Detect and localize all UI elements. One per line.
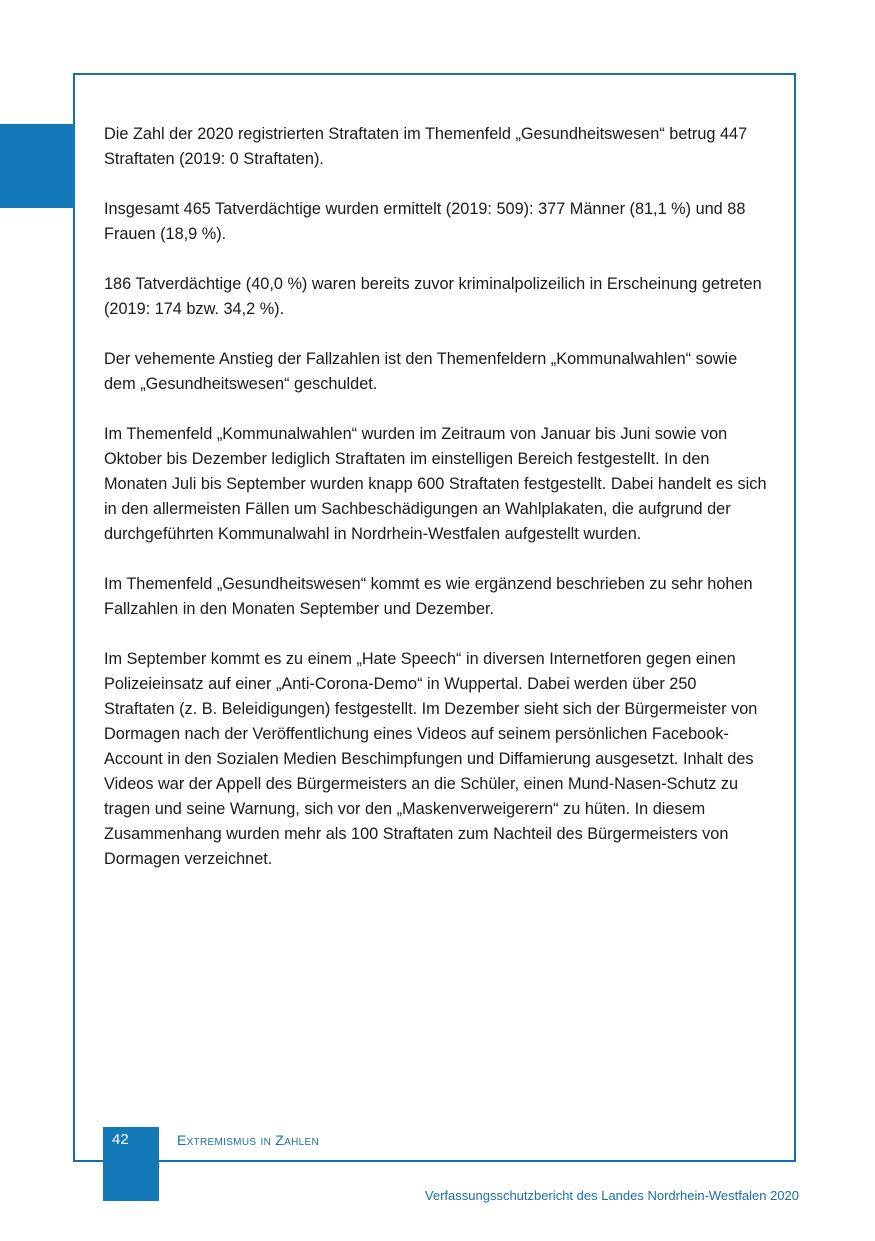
body-text xyxy=(104,122,768,897)
paragraph: Die Zahl der 2020 registrierten Straftaten im Themenfeld „Gesundheitswesen“ betrug 447 Straftaten (2019: 0 Straftaten). xyxy=(104,125,748,168)
page-number: 42 xyxy=(112,1131,129,1148)
paragraph: Im September kommt es zu einem „Hate Speech“ in diversen Internetforen gegen einen Polizeieinsatz auf einer „Anti-Corona-Demo“ in Wuppertal. Dabei werden über 250 Straftaten (z. B. Beleidigungen) festgestellt. Im Dezember sieht sich der Bürgermeister von Dormagen nach der Veröffentlichung eines Videos auf seinem persönlichen Facebook-Account in den Sozialen Medien Beschimpfungen und Diffamierung ausgesetzt. Inhalt des Videos war der Appell des Bürgermeisters an die Schüler, einen Mund-Nasen-Schutz zu tragen und seine Warnung, sich vor den „Maskenverweigerern“ zu hüten. In diesem Zusammenhang wurden mehr als 100 Straftaten zum Nachteil des Bürgermeisters von Dormagen verzeichnet. xyxy=(104,650,758,868)
side-tab-marker xyxy=(0,124,75,208)
paragraph: Im Themenfeld „Kommunalwahlen“ wurden im Zeitraum von Januar bis Juni sowie von Oktober bis Dezember lediglich Straftaten im einstelligen Bereich festgestellt. In den Monaten Juli bis September wurden knapp 600 Straftaten festgestellt. Dabei handelt es sich in den allermeisten Fällen um Sachbeschädigungen an Wahlplakaten, die aufgrund der durchgeführten Kommunalwahl in Nordrhein-Westfalen aufgestellt wurden. xyxy=(104,425,767,543)
paragraph: 186 Tatverdächtige (40,0 %) waren bereits zuvor kriminalpolizeilich in Erscheinung getreten (2019: 174 bzw. 34,2 %). xyxy=(104,275,762,318)
section-title: Extremismus in Zahlen xyxy=(177,1132,319,1148)
footer-text: Verfassungsschutzbericht des Landes Nordrhein-Westfalen 2020 xyxy=(424,1188,799,1203)
paragraph: Der vehemente Anstieg der Fallzahlen ist den Themenfeldern „Kommunalwahlen“ sowie dem „Gesundheitswesen“ geschuldet. xyxy=(104,350,738,393)
paragraph: Im Themenfeld „Gesundheitswesen“ kommt es wie ergänzend beschrieben zu sehr hohen Fallzahlen in den Monaten September und Dezember. xyxy=(104,575,753,618)
paragraph: Insgesamt 465 Tatverdächtige wurden ermittelt (2019: 509): 377 Männer (81,1 %) und 88 Frauen (18,9 %). xyxy=(104,200,746,243)
